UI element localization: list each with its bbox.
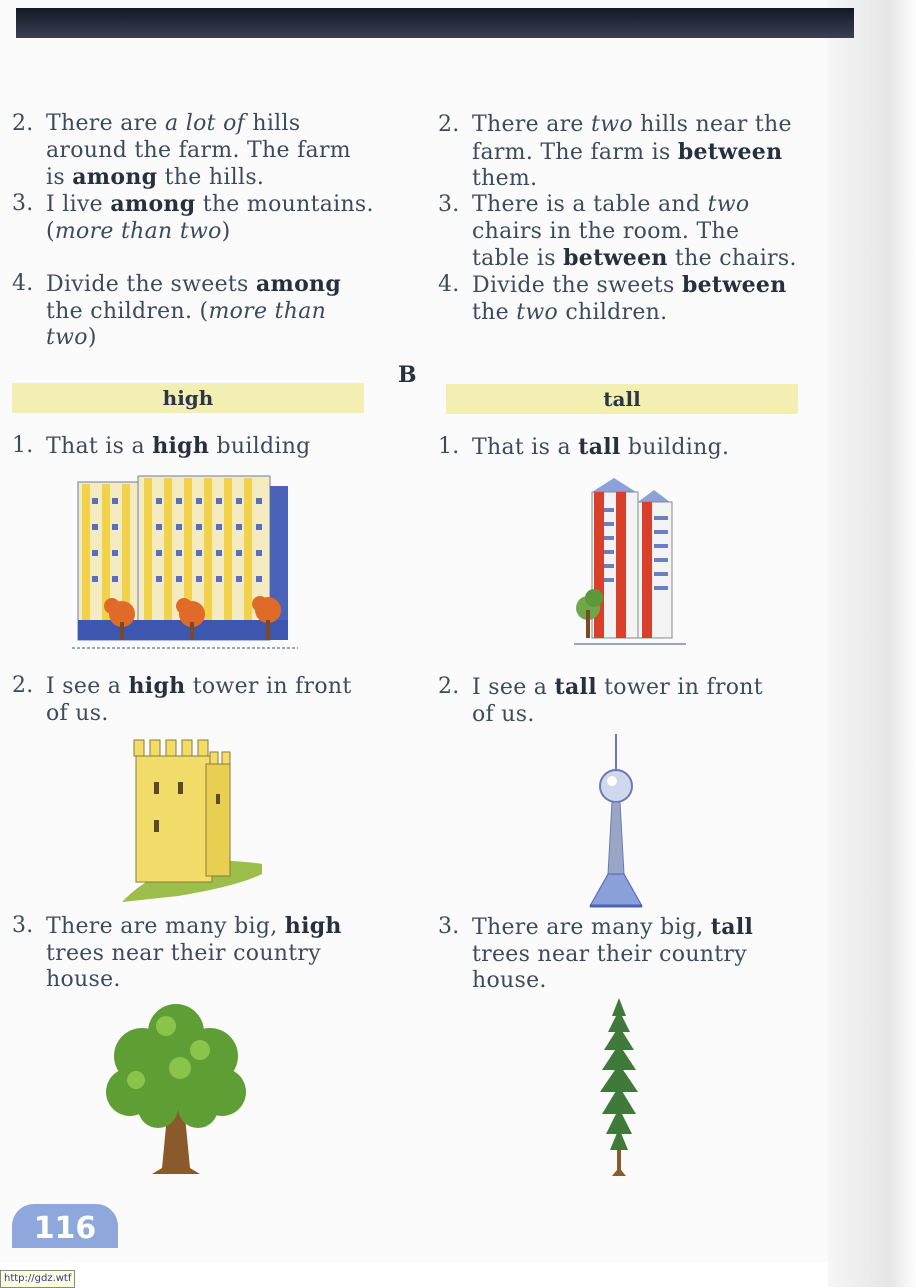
bold-word: between [677, 138, 783, 165]
item-number: 2. [12, 111, 34, 136]
item-number: 2. [12, 673, 34, 698]
text-line [472, 968, 806, 995]
bold-word: between [681, 272, 787, 298]
text-run: There are many big, [46, 914, 285, 939]
text-run: children. [558, 299, 668, 325]
bold-word: high [284, 913, 342, 939]
a-right-item-3 [438, 192, 806, 273]
text-run: trees near their country [46, 940, 321, 966]
text-line [472, 272, 806, 300]
footer-link[interactable]: http://gdz.wtf [0, 1270, 75, 1288]
text-run: the children. ( [46, 298, 209, 324]
text-line [46, 433, 386, 461]
text-run: of us. [46, 700, 109, 726]
text-run: hills [245, 111, 301, 136]
a-right-item-2 [438, 112, 806, 193]
item-number: 1. [438, 434, 460, 459]
text-run: around the farm. The farm [46, 137, 351, 163]
text-line [472, 674, 806, 702]
top-dark-bar [16, 8, 854, 38]
a-left-item-2 [12, 111, 384, 192]
text-line [46, 299, 384, 326]
bold-word: among [72, 164, 158, 191]
text-line [472, 942, 806, 969]
item-number: 4. [12, 271, 34, 296]
text-run: building [209, 434, 311, 459]
bold-word: high [128, 673, 186, 699]
italic-word: more than two [54, 218, 222, 244]
text-line [472, 702, 806, 729]
a-left-item-4 [12, 271, 384, 352]
text-run: ) [221, 218, 231, 244]
text-line [46, 941, 386, 968]
text-run: That is a [46, 434, 153, 459]
italic-word: more than [208, 298, 327, 324]
italic-word: two [46, 325, 88, 351]
text-line [46, 673, 386, 701]
bold-word: among [255, 271, 342, 297]
b-left-item-2 [12, 673, 386, 727]
b-right-item-2 [438, 674, 806, 728]
text-run: Divide the sweets [472, 273, 682, 298]
bold-word: between [563, 245, 668, 272]
high-building-illustration [72, 474, 298, 654]
text-run: I live [46, 192, 111, 217]
text-line [46, 967, 386, 994]
page-number: 116 [12, 1204, 118, 1248]
text-run: the [472, 299, 517, 325]
b-right-item-1 [438, 434, 806, 462]
text-run: There is a table and [472, 192, 708, 217]
text-line [46, 219, 384, 246]
italic-word: two [516, 299, 559, 325]
text-line [46, 138, 384, 165]
text-run: the hills. [157, 165, 265, 191]
item-number: 3. [12, 191, 34, 216]
text-line [46, 325, 384, 352]
page-edge-shadow [828, 0, 916, 1287]
text-line [46, 164, 384, 192]
text-run: is [46, 165, 73, 191]
item-number: 2. [438, 112, 460, 137]
text-line [472, 300, 806, 327]
text-run: I see a [46, 674, 129, 699]
text-run: tower in front [596, 675, 763, 700]
text-run: trees near their country [472, 941, 747, 967]
text-run: ( [46, 218, 55, 244]
broad-tree-illustration [100, 996, 252, 1176]
text-run: There are [472, 112, 592, 137]
text-line [46, 701, 386, 728]
text-line [472, 112, 806, 139]
text-line [472, 219, 806, 246]
text-run: them. [472, 166, 538, 192]
text-run: farm. The farm is [472, 139, 678, 165]
text-line [472, 434, 806, 462]
text-line [46, 111, 384, 138]
text-run: the chairs. [667, 246, 797, 272]
section-letter: B [398, 362, 417, 388]
bold-word: among [110, 191, 196, 217]
item-number: 3. [438, 192, 460, 217]
a-left-item-3 [12, 191, 384, 245]
text-line [472, 914, 806, 942]
text-line [472, 139, 806, 167]
text-run: Divide the sweets [46, 272, 256, 297]
text-line [46, 913, 386, 941]
heading-tall: tall [446, 384, 798, 414]
tall-tree-illustration [594, 998, 644, 1178]
text-run: house. [472, 968, 547, 994]
text-run: house. [46, 967, 121, 993]
text-run: hills near the [632, 112, 792, 137]
italic-word: two [591, 112, 633, 137]
text-run: ) [87, 325, 97, 351]
b-left-item-1 [12, 433, 386, 461]
italic-word: two [707, 192, 750, 217]
b-left-item-3 [12, 913, 386, 994]
text-run: building. [620, 435, 730, 460]
text-line [472, 166, 806, 193]
b-right-item-3 [438, 914, 806, 995]
item-number: 3. [12, 913, 34, 938]
text-run: table is [472, 246, 564, 272]
item-number: 2. [438, 674, 460, 699]
text-line [46, 191, 384, 219]
text-run: There are [46, 111, 166, 136]
bold-word: tall [578, 434, 621, 460]
item-number: 1. [12, 433, 34, 458]
text-run: tower in front [185, 674, 352, 699]
item-number: 3. [438, 914, 460, 939]
text-line [472, 245, 806, 273]
text-line [46, 271, 384, 299]
tall-building-illustration [574, 478, 686, 650]
bold-word: tall [710, 914, 754, 940]
tv-tower-illustration [584, 734, 648, 910]
bold-word: high [152, 433, 210, 459]
text-run: That is a [472, 435, 579, 460]
text-run: of us. [472, 701, 535, 727]
text-line [472, 192, 806, 219]
text-run: the mountains. [195, 192, 374, 217]
text-run: I see a [472, 675, 555, 700]
text-run: chairs in the room. The [472, 218, 740, 244]
castle-tower-illustration [118, 734, 264, 906]
item-number: 4. [438, 272, 460, 297]
text-run: There are many big, [472, 915, 711, 940]
bold-word: tall [554, 674, 597, 700]
italic-word: a lot of [165, 111, 246, 136]
a-right-item-4 [438, 272, 806, 326]
heading-high: high [12, 383, 364, 413]
